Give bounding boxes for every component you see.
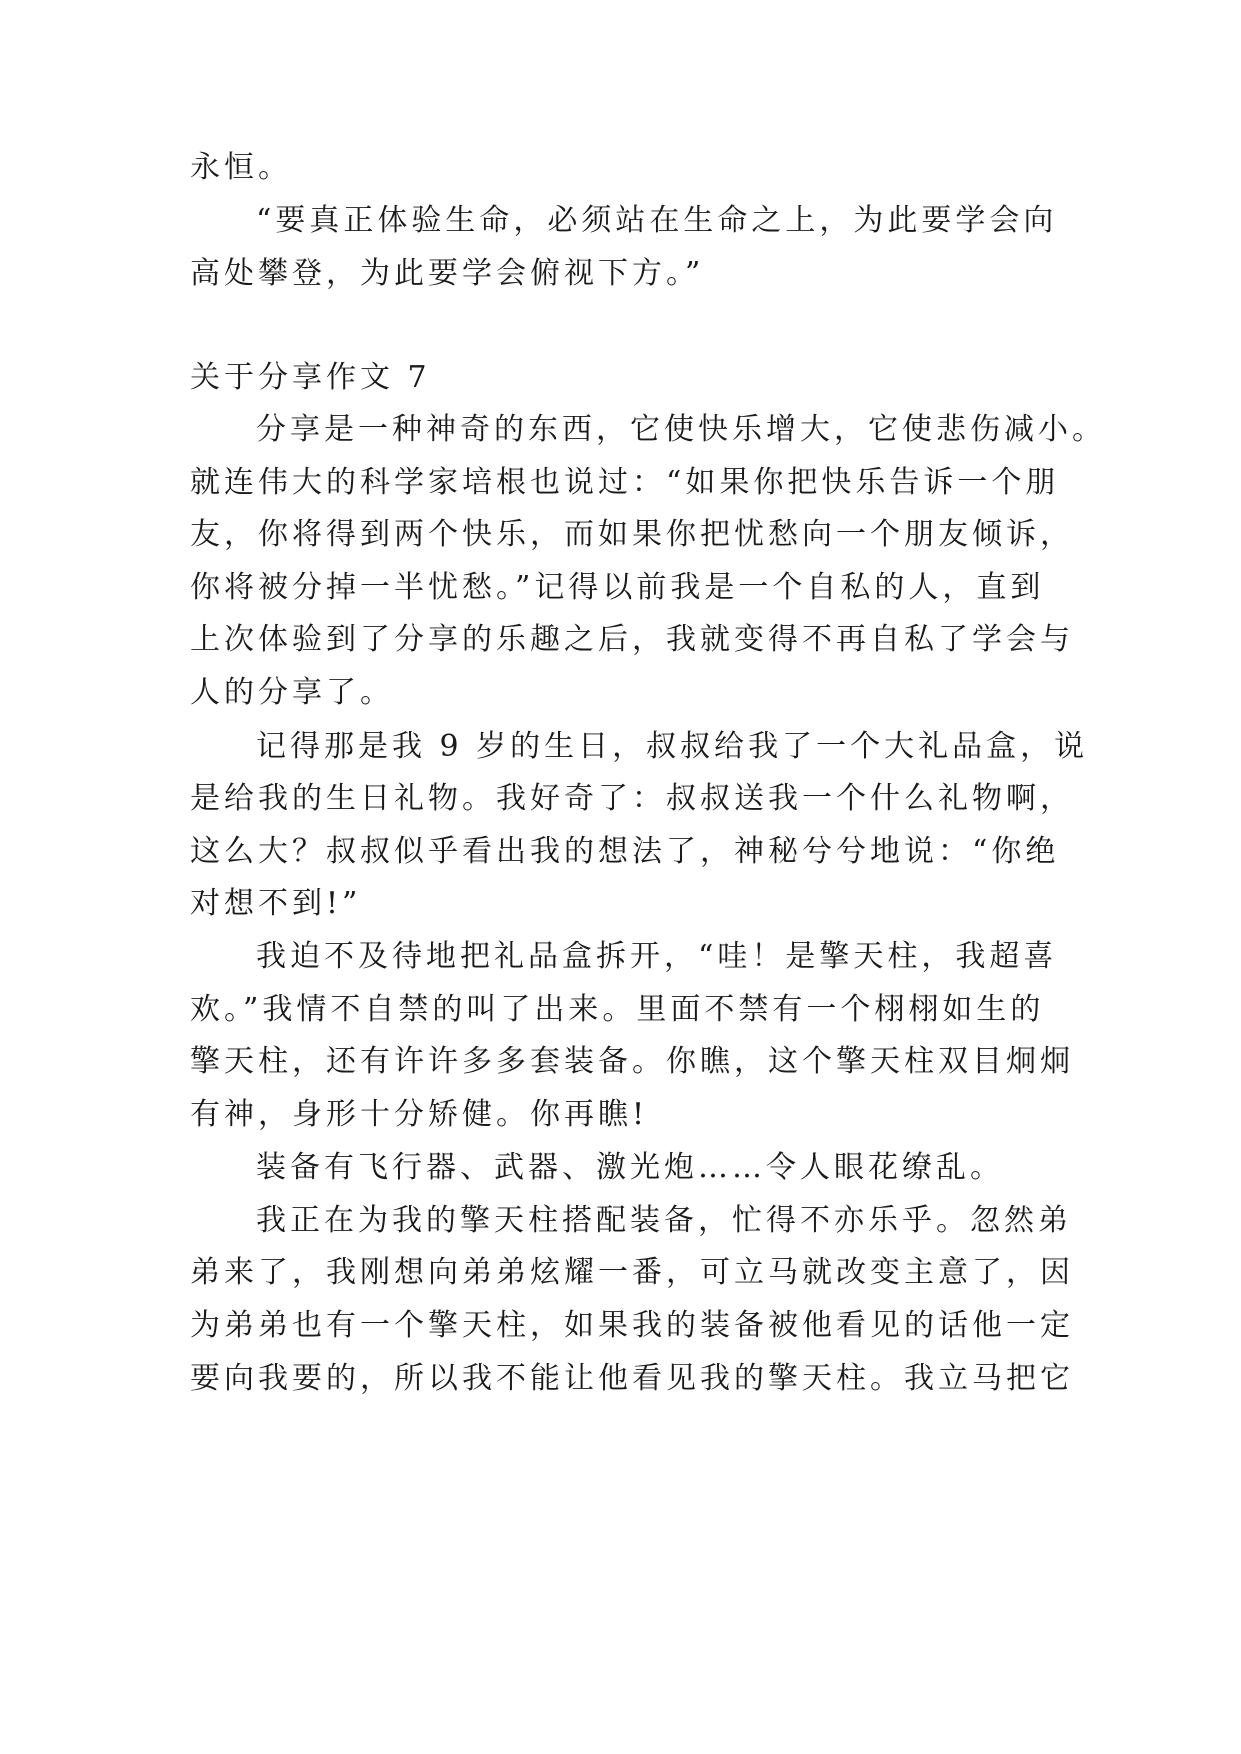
text-line: 欢。”我情不自禁的叫了出来。里面不禁有一个栩栩如生的	[190, 992, 1045, 1027]
text-line: 永恒。	[190, 150, 292, 185]
text-line: “要真正体验生命，必须站在生命之上，为此要学会向	[256, 203, 1058, 238]
text-line: 装备有飞行器、武器、激光炮……令人眼花缭乱。	[256, 1150, 1004, 1185]
text-line: 分享是一种神奇的东西，它使快乐增大，它使悲伤减小。	[256, 412, 1106, 447]
text-line: 你将被分掉一半忧愁。”记得以前我是一个自私的人，直到	[190, 570, 1045, 605]
text-line: 人的分享了。	[190, 675, 394, 710]
text-line: 对想不到!”	[190, 886, 362, 921]
text-line: 要向我要的，所以我不能让他看见我的擎天柱。我立马把它	[190, 1361, 1074, 1396]
text-line: 我迫不及待地把礼品盒拆开，“哇！是擎天柱，我超喜	[256, 939, 1058, 974]
text-line: 擎天柱，还有许许多多套装备。你瞧，这个擎天柱双目炯炯	[190, 1044, 1074, 1079]
text-line: 弟来了，我刚想向弟弟炫耀一番，可立马就改变主意了，因	[190, 1255, 1074, 1290]
text-line: 高处攀登，为此要学会俯视下方。”	[190, 256, 705, 291]
section-heading: 关于分享作文 7	[190, 360, 431, 395]
text-line: 就连伟大的科学家培根也说过：“如果你把快乐告诉一个朋	[190, 465, 1060, 500]
text-line: 友，你将得到两个快乐，而如果你把忧愁向一个朋友倾诉，	[190, 517, 1074, 552]
text-line: 这么大？叔叔似乎看出我的想法了，神秘兮兮地说：“你绝	[190, 834, 1060, 869]
text-line: 我正在为我的擎天柱搭配装备，忙得不亦乐乎。忽然弟	[256, 1203, 1072, 1238]
text-line: 是给我的生日礼物。我好奇了：叔叔送我一个什么礼物啊，	[190, 781, 1074, 816]
text-line: 记得那是我 9 岁的生日，叔叔给我了一个大礼品盒，说	[256, 729, 1089, 764]
text-line: 为弟弟也有一个擎天柱，如果我的装备被他看见的话他一定	[190, 1308, 1074, 1343]
text-line: 上次体验到了分享的乐趣之后，我就变得不再自私了学会与	[190, 622, 1074, 657]
text-line: 有神，身形十分矫健。你再瞧!	[190, 1097, 649, 1132]
